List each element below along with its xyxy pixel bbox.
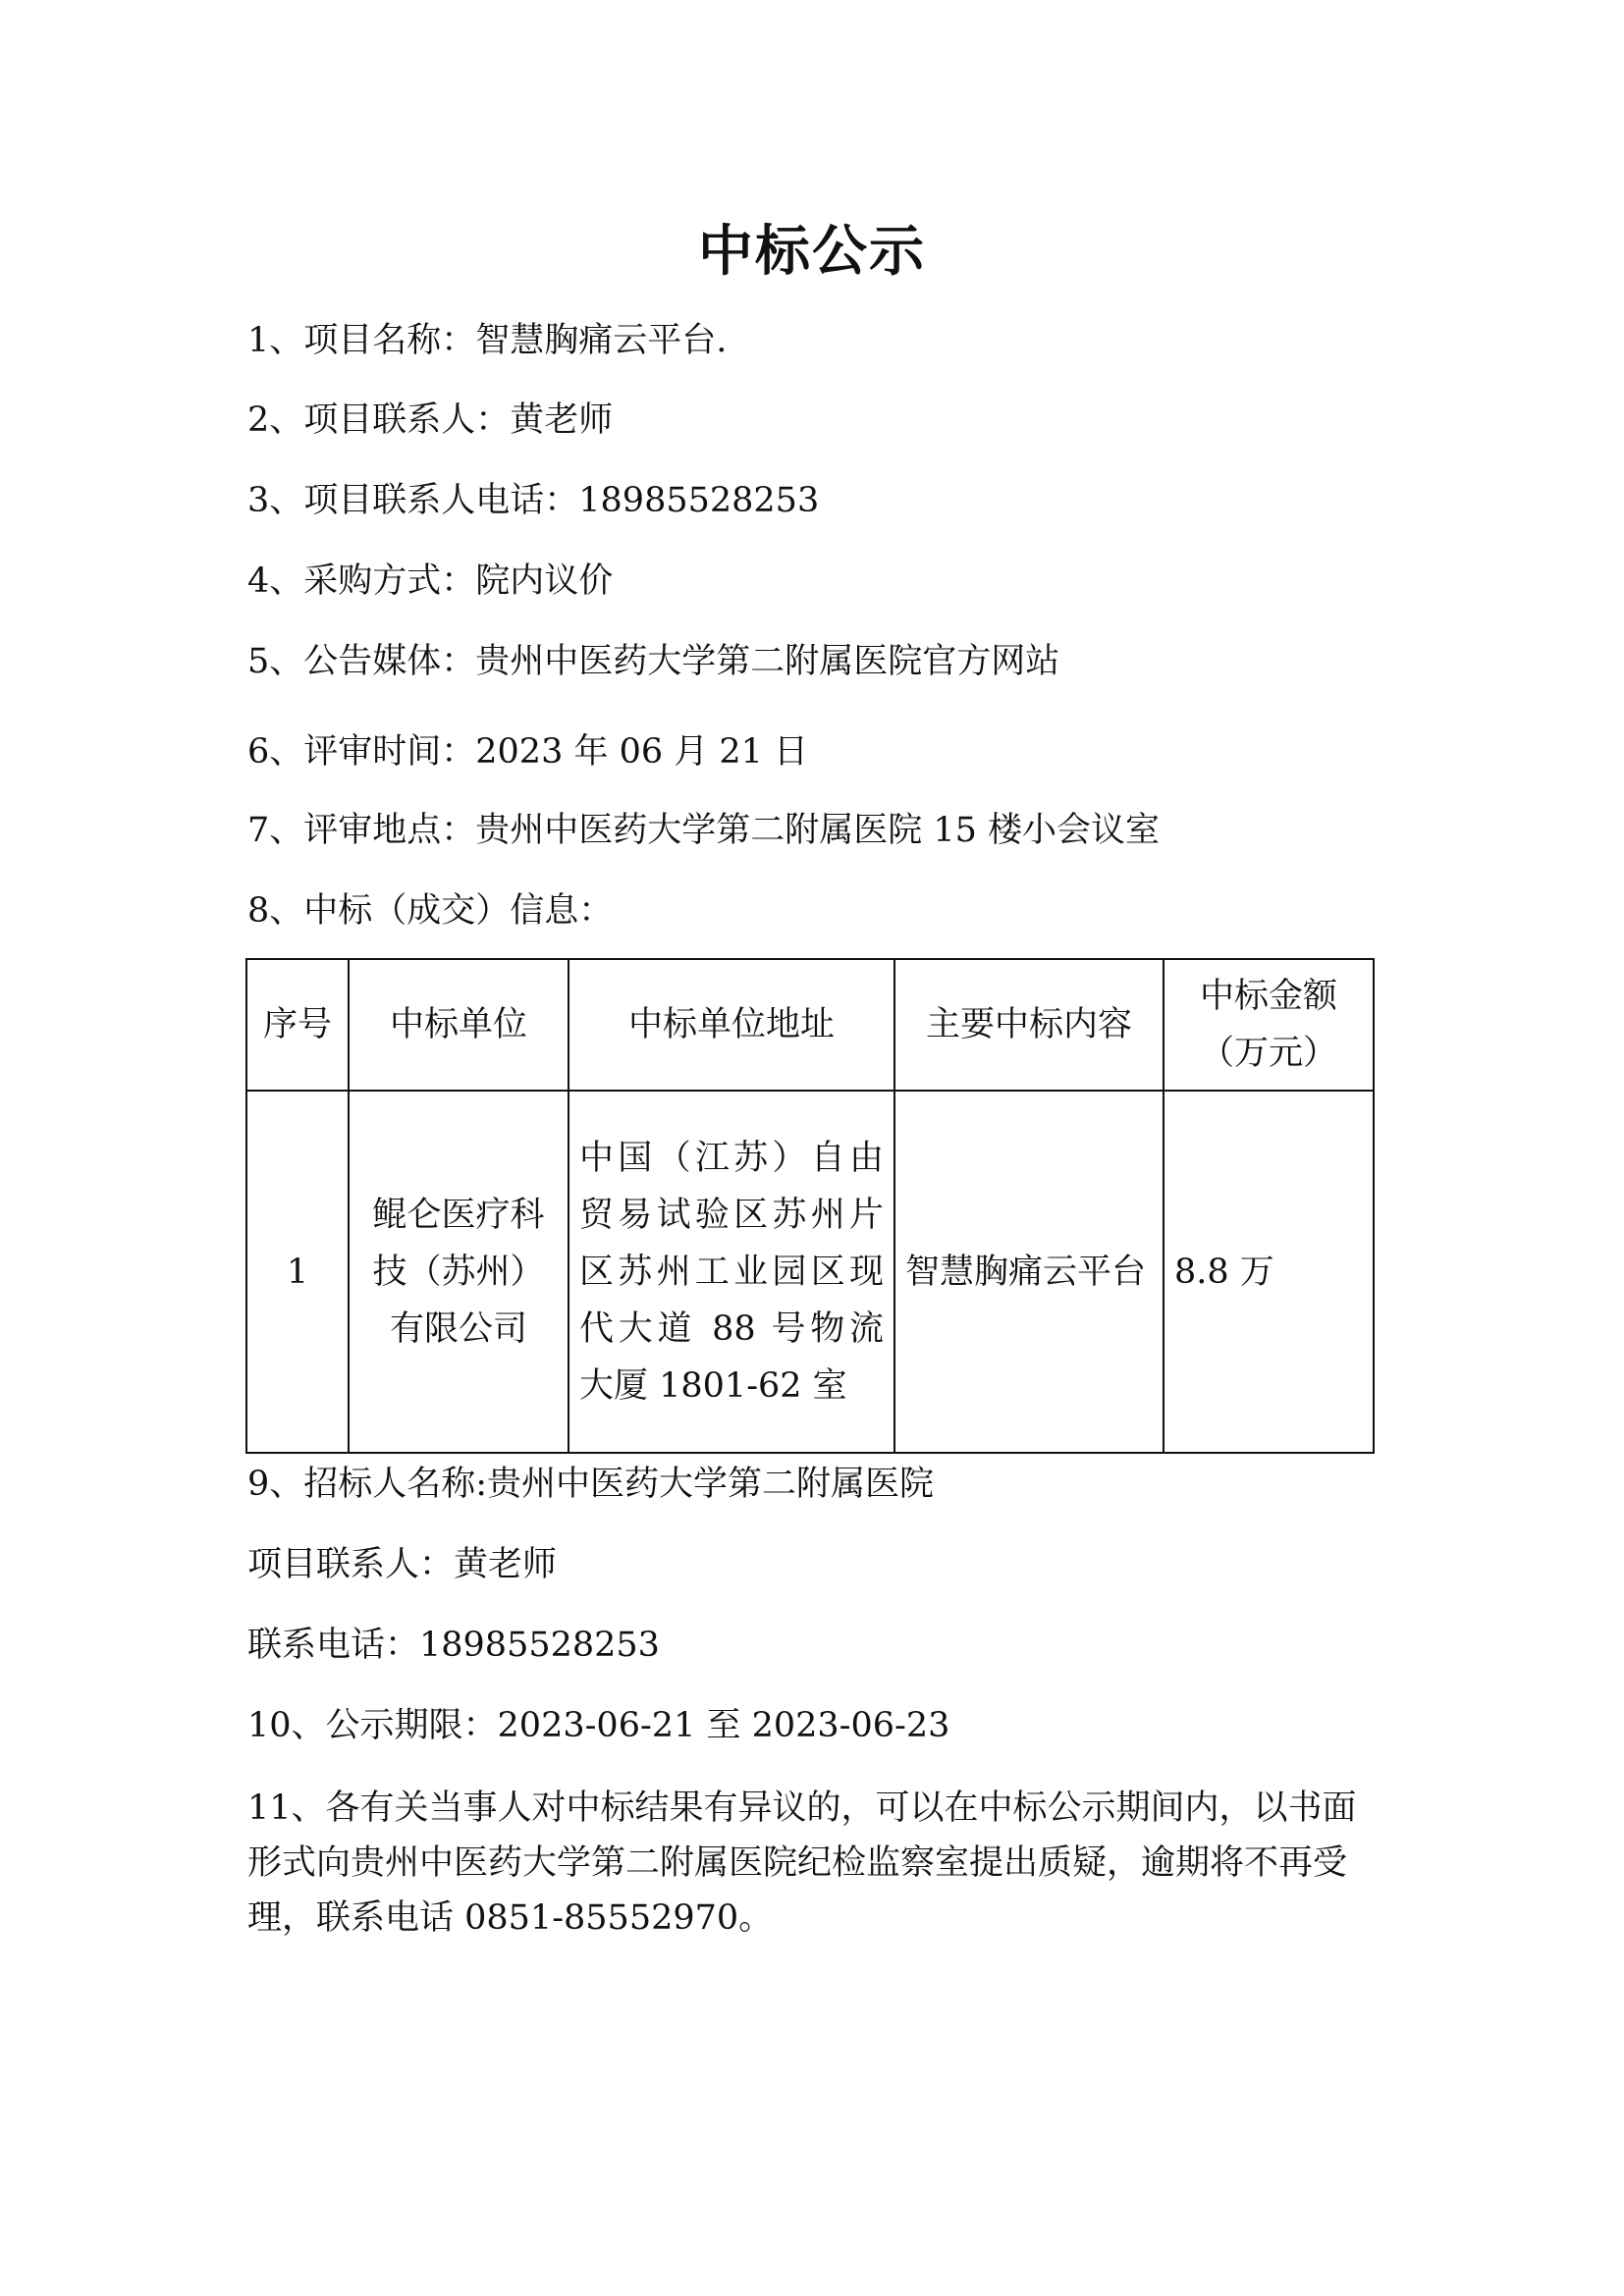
- cell-winner-address: 中国（江苏）自由贸易试验区苏州片区苏州工业园区现代大道 88 号物流大厦 1801-62 室: [568, 1091, 894, 1453]
- project-name-line: 1、项目名称：智慧胸痛云平台.: [247, 321, 728, 360]
- cell-index: 1: [246, 1091, 349, 1453]
- tenderer-name-line: 9、招标人名称:贵州中医药大学第二附属医院: [247, 1465, 935, 1504]
- header-amount: 中标金额（万元）: [1164, 959, 1374, 1091]
- table-header-row: [246, 959, 1374, 1091]
- contact-phone-line: 联系电话：18985528253: [247, 1626, 660, 1665]
- project-contact-phone-line: 3、项目联系人电话：18985528253: [247, 481, 820, 520]
- announcement-media-line: 5、公告媒体：贵州中医药大学第二附属医院官方网站: [247, 642, 1060, 681]
- contact-person-line: 项目联系人：黄老师: [247, 1545, 558, 1584]
- cell-winner: 鲲仑医疗科技（苏州）有限公司: [349, 1091, 568, 1453]
- review-time-line: 6、评审时间：2023 年 06 月 21 日: [247, 732, 809, 772]
- page-title: 中标公示: [698, 220, 926, 284]
- header-index: 序号: [246, 959, 349, 1091]
- award-table: [245, 958, 1375, 1454]
- cell-main-content: 智慧胸痛云平台: [894, 1091, 1164, 1453]
- project-contact-line: 2、项目联系人：黄老师: [247, 400, 614, 440]
- table-row: [246, 1091, 1374, 1453]
- header-winner-address: 中标单位地址: [568, 959, 894, 1091]
- review-location-line: 7、评审地点：贵州中医药大学第二附属医院 15 楼小会议室: [247, 811, 1161, 850]
- header-main-content: 主要中标内容: [894, 959, 1164, 1091]
- publicity-period-line: 10、公示期限：2023-06-21 至 2023-06-23: [247, 1706, 950, 1745]
- cell-amount: 8.8 万: [1164, 1091, 1374, 1453]
- objection-notice-paragraph: 11、各有关当事人对中标结果有异议的，可以在中标公示期间内，以书面形式向贵州中医药大学第二附属医院纪检监察室提出质疑，逾期将不再受理，联系电话 0851-85552970。: [247, 1789, 1357, 1938]
- award-info-heading: 8、中标（成交）信息：: [247, 891, 614, 931]
- header-winner: 中标单位: [349, 959, 568, 1091]
- procurement-method-line: 4、采购方式：院内议价: [247, 561, 614, 601]
